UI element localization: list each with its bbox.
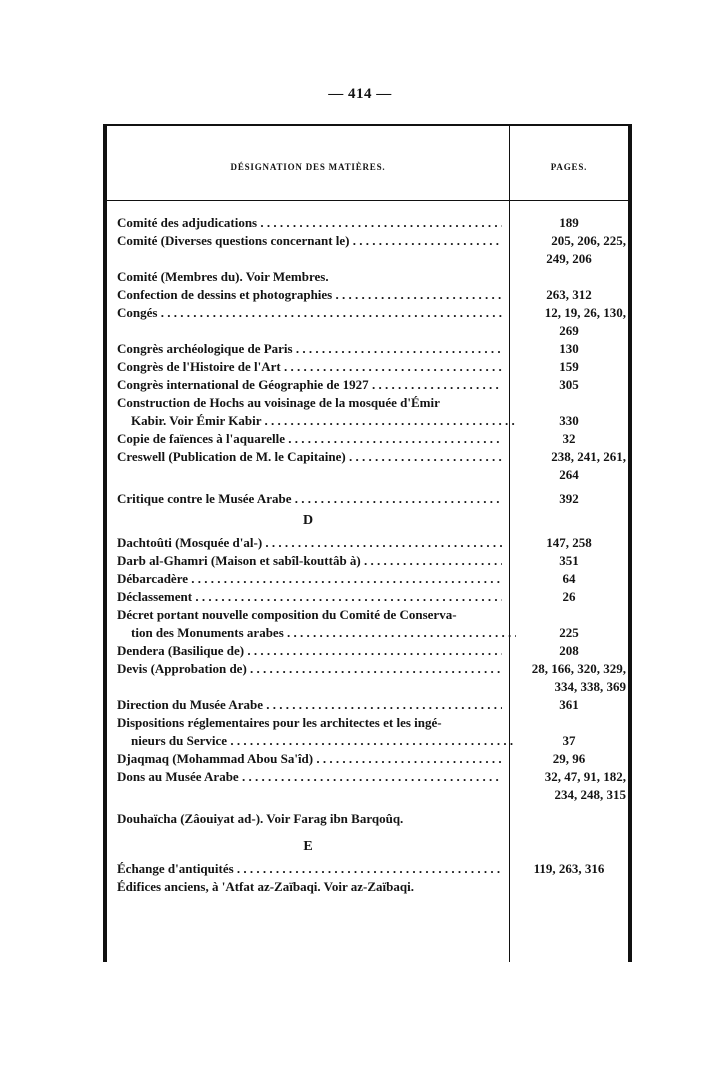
entry-pages: 32, 47, 91, 182,: [544, 769, 626, 784]
entry-label: Débarcadère . . .: [117, 570, 502, 588]
index-entry: [107, 552, 628, 570]
index-entry-continuation: [107, 732, 628, 750]
entry-spacer: [117, 322, 502, 340]
entry-pages: 361: [559, 697, 579, 712]
index-entry: [107, 394, 628, 412]
index-entry-continuation: [107, 624, 628, 642]
entry-label: Dachtoûti (Mosquée d'al-) . . .: [117, 534, 502, 552]
entry-pages: 249, 206: [546, 251, 592, 266]
index-entry: [107, 376, 628, 394]
index-entry: [107, 606, 628, 624]
entry-label: Congrès de l'Histoire de l'Art . . .: [117, 358, 502, 376]
entry-spacer: [117, 250, 502, 268]
index-entry: [107, 214, 628, 232]
index-entry: [107, 430, 628, 448]
index-entry: [107, 714, 628, 732]
index-entry-continuation: [107, 678, 628, 696]
index-table: [103, 124, 632, 962]
entry-label: Devis (Approbation de) . . .: [117, 660, 502, 678]
entry-label-continued: nieurs du Service . . .: [117, 732, 516, 750]
index-entry-continuation: [107, 250, 628, 268]
entry-label-continued: tion des Monuments arabes . . .: [117, 624, 516, 642]
entry-label: Déclassement . . .: [117, 588, 502, 606]
index-entry: [107, 286, 628, 304]
entry-pages: 334, 338, 369: [554, 679, 626, 694]
table-header: [107, 126, 628, 201]
entry-pages: 64: [562, 571, 576, 586]
entry-pages: 208: [559, 643, 579, 658]
index-entry: [107, 696, 628, 714]
entry-pages: 159: [559, 359, 579, 374]
index-body: [107, 214, 628, 896]
entry-pages: 12, 19, 26, 130,: [544, 305, 626, 320]
header-pages: PAGES.: [550, 162, 588, 172]
index-entry: [107, 534, 628, 552]
entry-label: Creswell (Publication de M. le Capitaine) . . .: [117, 448, 502, 466]
entry-pages: 32: [562, 431, 576, 446]
index-entry: [107, 304, 628, 322]
section-letter-d: D: [302, 513, 314, 528]
entry-spacer: [117, 786, 502, 804]
entry-pages: 119, 263, 316: [533, 861, 605, 876]
entry-label: Comité des adjudications . . .: [117, 214, 502, 232]
entry-pages: 234, 248, 315: [554, 787, 626, 802]
index-entry: [107, 268, 628, 286]
entry-pages: 29, 96: [552, 751, 586, 766]
index-entry-continuation: [107, 322, 628, 340]
entry-spacer: [117, 466, 502, 484]
entry-label: Congrès international de Géographie de 1927 . . .: [117, 376, 502, 394]
entry-label: Dendera (Basilique de) . . .: [117, 642, 502, 660]
entry-label: Confection de dessins et photographies . . .: [117, 286, 502, 304]
entry-pages: 351: [559, 553, 579, 568]
entry-pages: 28, 166, 320, 329,: [531, 661, 626, 676]
entry-pages: 264: [559, 467, 579, 482]
entry-pages: 147, 258: [546, 535, 592, 550]
entry-pages: 189: [559, 215, 579, 230]
entry-pages: 330: [559, 413, 579, 428]
index-entry: [107, 570, 628, 588]
entry-label: Édifices anciens, à 'Atfat az-Zaïbaqi. Voir az-Zaïbaqi.: [117, 879, 414, 894]
entry-label: Congés . . .: [117, 304, 502, 322]
entry-label: Comité (Diverses questions concernant le) . . .: [117, 232, 502, 250]
entry-pages: 238, 241, 261,: [551, 449, 626, 464]
entry-pages: 263, 312: [546, 287, 592, 302]
entry-label: Djaqmaq (Mohammad Abou Sa'îd) . . .: [117, 750, 502, 768]
index-entry: [107, 448, 628, 466]
index-entry: [107, 642, 628, 660]
header-designation: DÉSIGNATION DES MATIÈRES.: [230, 162, 386, 172]
page-number: — 414 —: [328, 86, 392, 102]
entry-label: Direction du Musée Arabe . . .: [117, 696, 502, 714]
index-entry: [107, 810, 628, 828]
entry-pages: 26: [562, 589, 576, 604]
index-entry: [107, 232, 628, 250]
entry-pages: 130: [559, 341, 579, 356]
entry-pages: 37: [562, 733, 576, 748]
entry-pages: 392: [559, 491, 579, 506]
entry-pages: 205, 206, 225,: [551, 233, 626, 248]
entry-pages: 225: [559, 625, 579, 640]
index-entry: [107, 358, 628, 376]
entry-pages: 269: [559, 323, 579, 338]
entry-label: Comité (Membres du). Voir Membres.: [117, 269, 329, 284]
index-entry: [107, 660, 628, 678]
index-entry: [107, 490, 628, 508]
index-entry-continuation: [107, 466, 628, 484]
entry-pages: 305: [559, 377, 579, 392]
entry-label: Décret portant nouvelle composition du Comité de Conserva-: [117, 607, 457, 622]
index-entry: [107, 878, 628, 896]
entry-label: Construction de Hochs au voisinage de la mosquée d'Émir: [117, 395, 440, 410]
entry-label-continued: Kabir. Voir Émir Kabir . . .: [117, 412, 516, 430]
index-entry: [107, 588, 628, 606]
entry-label: Darb al-Ghamri (Maison et sabîl-kouttâb à) . . .: [117, 552, 502, 570]
index-entry: [107, 340, 628, 358]
section-letter-e: E: [303, 839, 313, 854]
entry-label: Douhaïcha (Zâouiyat ad-). Voir Farag ibn Barqoûq.: [117, 811, 404, 826]
entry-label: Échange d'antiquités . . .: [117, 860, 502, 878]
index-entry: [107, 768, 628, 786]
entry-label: Congrès archéologique de Paris . . .: [117, 340, 502, 358]
index-entry: [107, 860, 628, 878]
index-entry-continuation: [107, 412, 628, 430]
entry-label: Dons au Musée Arabe . . .: [117, 768, 502, 786]
entry-label: Dispositions réglementaires pour les architectes et les ingé-: [117, 715, 442, 730]
entry-label: Copie de faïences à l'aquarelle . . .: [117, 430, 502, 448]
entry-spacer: [117, 678, 502, 696]
index-entry: [107, 750, 628, 768]
entry-label: Critique contre le Musée Arabe . . .: [117, 490, 502, 508]
index-entry-continuation: [107, 786, 628, 804]
